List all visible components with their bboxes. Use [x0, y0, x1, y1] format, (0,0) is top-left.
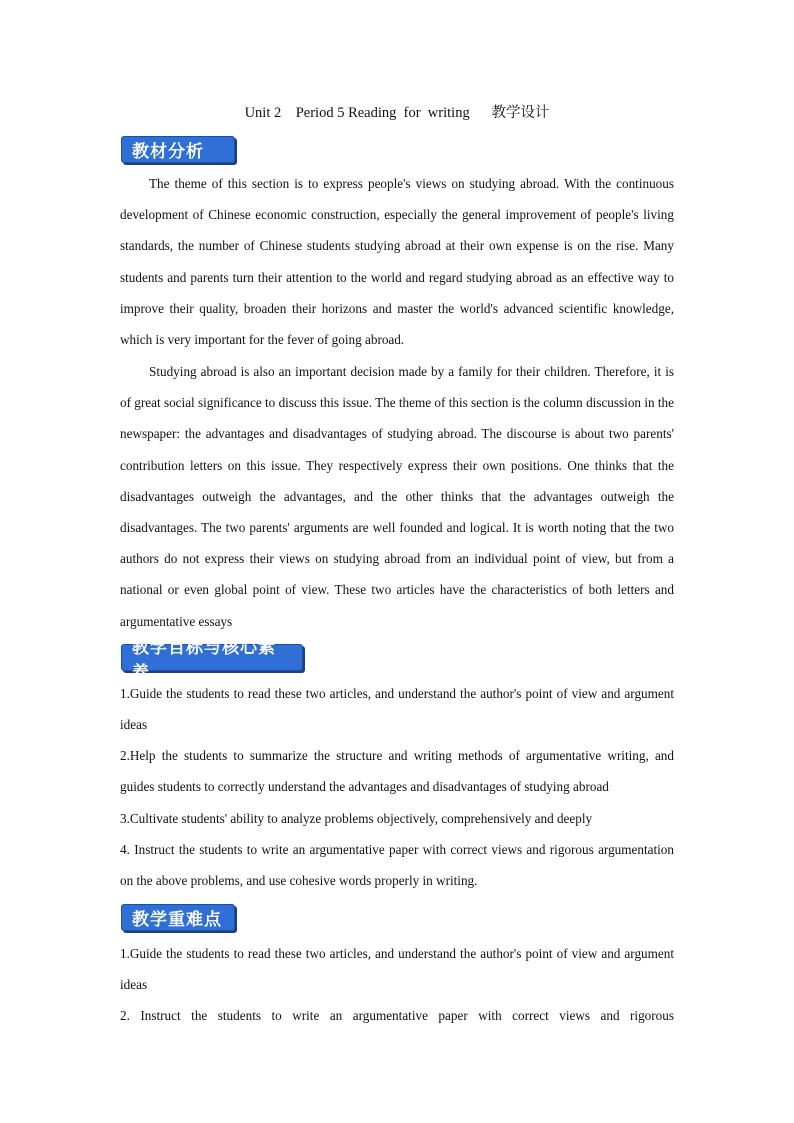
key-point-item-2: 2. Instruct the students to write an argumentative paper with correct views and rigorous [120, 1008, 674, 1023]
analysis-paragraph-2: Studying abroad is also an important decision made by a family for their children. Therefore, it is of great social significance to discuss this issue. The theme of this section is the column discussion in the newspaper: the advantages and disadvantages of studying abroad. The discourse is about two parents' contribution letters on this issue. They respectively express their own positions. One thinks that the disadvantages outweigh the advantages, and the other thinks that the advantages outweigh the disadvantages. The two parents' arguments are well founded and logical. It is worth noting that the two authors do not express their views on studying abroad from an individual point of view, but from a national or even global point of view. These two articles have the characteristics of both letters and argumentative essays [120, 364, 674, 629]
section-heading-objectives: 教学目标与核心素养 [121, 644, 303, 671]
section-heading-analysis: 教材分析 [121, 136, 235, 163]
analysis-paragraph-1: The theme of this section is to express people's views on studying abroad. With the continuous development of Chinese economic construction, especially the general improvement of people's living standards, the number of Chinese students studying abroad at their own expense is on the rise. Many students and parents turn their attention to the world and regard studying abroad as an effective way to improve their quality, broaden their horizons and master the world's advanced scientific knowledge, which is very important for the fever of going abroad. [120, 176, 674, 348]
key-point-item-1: 1.Guide the students to read these two articles, and understand the author's point of view and argument ideas [120, 946, 674, 993]
objective-item-3: 3.Cultivate students' ability to analyze problems objectively, comprehensively and deeply [120, 811, 593, 826]
objective-item-2: 2.Help the students to summarize the structure and writing methods of argumentative writing, and guides students to correctly understand the advantages and disadvantages of studying abroad [120, 748, 674, 795]
document-title: Unit 2 Period 5 Reading for writing 教学设计 [244, 105, 550, 121]
objective-item-1: 1.Guide the students to read these two articles, and understand the author's point of view and argument ideas [120, 686, 674, 733]
objective-item-4: 4. Instruct the students to write an argumentative paper with correct views and rigorous argumentation on the above problems, and use cohesive words properly in writing. [120, 842, 674, 889]
section-heading-key-points: 教学重难点 [121, 904, 235, 931]
